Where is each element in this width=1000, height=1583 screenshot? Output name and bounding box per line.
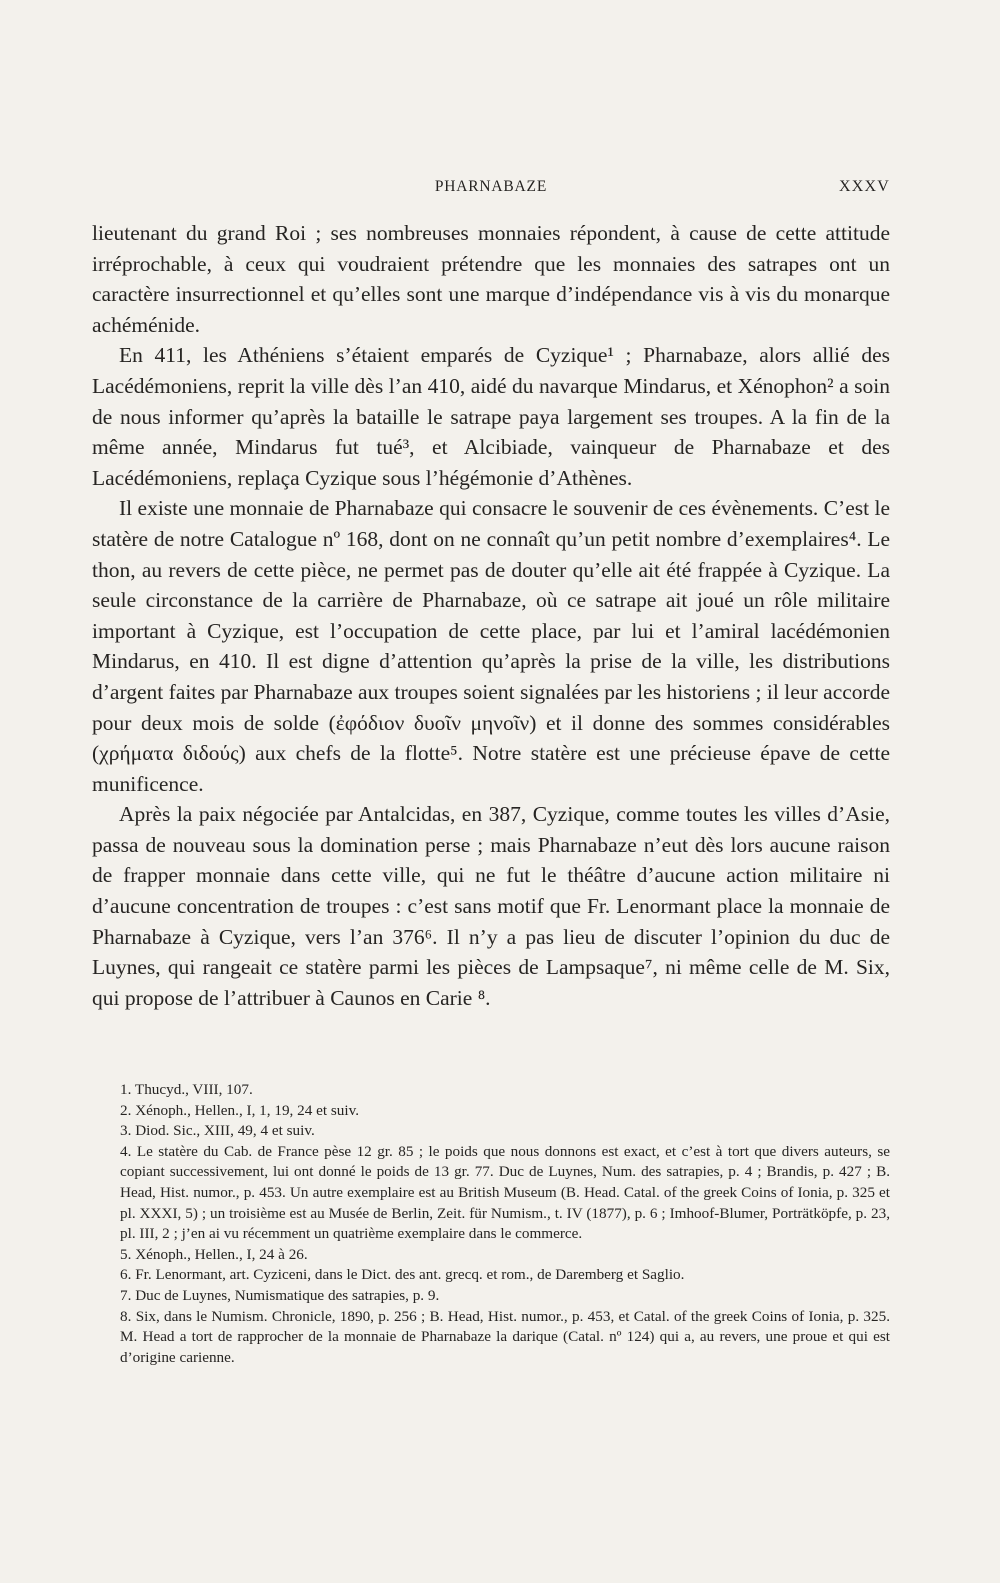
running-title: PHARNABAZE — [434, 178, 548, 195]
footnote-number: 7. — [120, 1286, 132, 1304]
footnote — [120, 1121, 890, 1142]
footnote-number: 4. — [120, 1142, 132, 1160]
paragraph: En 411, les Athéniens s’étaient emparés de Cyzique¹ ; Pharnabaze, alors allié des Lacédémoniens, reprit la ville dès l’an 410, aidé du navarque Mindarus, et Xénophon² a soin de nous informer qu’après la bataille le satrape paya largement ses troupes. A la fin de la même année, Mindarus fut tué³, et Alcibiade, vainqueur de Pharnabaze et des Lacédémoniens, replaça Cyzique sous l’hégémonie d’Athènes. — [92, 343, 890, 490]
footnote — [120, 1286, 890, 1307]
footnote-text: Diod. Sic., XIII, 49, 4 et suiv. — [135, 1122, 315, 1140]
footnote — [120, 1080, 890, 1101]
footnote-text: Xénoph., Hellen., I, 24 à 26. — [135, 1245, 308, 1263]
paragraph: Il existe une monnaie de Pharnabaze qui consacre le souvenir de ces évènements. C’est le statère de notre Catalogue nº 168, dont on ne connaît qu’un petit nombre d’exemplaires⁴. Le thon, au revers de cette pièce, ne permet pas de douter qu’elle ait été frappée à Cyzique. La seule circonstance de la carrière de Pharnabaze, où ce satrape ait joué un rôle militaire important à Cyzique, est l’occupation de cette place, par lui et l’amiral lacédémonien Mindarus, en 410. Il est digne d’attention qu’après la prise de la ville, les distributions d’argent faites par Pharnabaze aux troupes soient signalées par les historiens ; il leur accorde pour deux mois de solde (ἐφόδιον δυοῖν μηνοῖν) et il donne des sommes considérables (χρήματα διδούς) aux chefs de la flotte⁵. Notre statère est une précieuse épave de cette munificence. — [92, 496, 890, 796]
page-number: XXXV — [838, 178, 890, 195]
footnote-number: 3. — [120, 1122, 132, 1140]
footnote-text: Le statère du Cab. de France pèse 12 gr. 85 ; le poids que nous donnons est exact, et c’est à tort que divers auteurs, se copiant successivement, lui ont donné le poids de 13 gr. 77. Duc de Luynes, Num. des satrapies, p. 4 ; Brandis, p. 427 ; B. Head, Hist. numor., p. 453. Un autre exemplaire est au British Museum (B. Head. Catal. of the greek Coins of Ionia, p. 325 et pl. XXXI, 5) ; un troisième est au Musée de Berlin, Zeit. für Numism., t. IV (1877), p. 6 ; Imhoof-Blumer, Porträtköpfe, p. 23, pl. III, 2 ; j’en ai vu récemment un quatrième exemplaire dans le commerce. — [120, 1142, 891, 1243]
paragraph: Après la paix négociée par Antalcidas, en 387, Cyzique, comme toutes les villes d’Asie, passa de nouveau sous la domination perse ; mais Pharnabaze n’eut dès lors aucune raison de frapper monnaie dans cette ville, qui ne fut le théâtre d’aucune action militaire ni d’aucune concentration de troupes : c’est sans motif que Fr. Lenormant place la monnaie de Pharnabaze à Cyzique, vers l’an 376⁶. Il n’y a pas lieu de discuter l’opinion du duc de Luynes, qui rangeait ce statère parmi les pièces de Lampsaque⁷, ni même celle de M. Six, qui propose de l’attribuer à Caunos en Carie ⁸. — [92, 802, 890, 1010]
body-text — [92, 218, 890, 1013]
footnote — [120, 1101, 890, 1122]
footnote-number: 5. — [120, 1245, 132, 1263]
footnote — [120, 1265, 890, 1286]
footnote — [120, 1307, 890, 1369]
footnote-text: Duc de Luynes, Numismatique des satrapies, p. 9. — [135, 1286, 440, 1304]
footnotes — [120, 1080, 890, 1368]
running-head — [92, 178, 890, 202]
footnote-number: 1. — [120, 1081, 132, 1098]
footnote-text: Xénoph., Hellen., I, 1, 19, 24 et suiv. — [135, 1101, 360, 1119]
footnote-number: 8. — [120, 1307, 132, 1325]
paragraph: lieutenant du grand Roi ; ses nombreuses monnaies répondent, à cause de cette attitude irréprochable, à ceux qui voudraient prétendre que les monnaies des satrapes ont un caractère insurrectionnel et qu’elles sont une marque d’indépendance vis à vis du monarque achéménide. — [92, 221, 890, 337]
footnote-text: Thucyd., VIII, 107. — [134, 1081, 253, 1098]
footnote — [120, 1245, 890, 1266]
footnote-text: Fr. Lenormant, art. Cyziceni, dans le Dict. des ant. grecq. et rom., de Daremberg et Saglio. — [135, 1266, 685, 1284]
footnote — [120, 1142, 890, 1245]
footnote-text: Six, dans le Numism. Chronicle, 1890, p. 256 ; B. Head, Hist. numor., p. 453, et Catal. of the greek Coins of Ionia, p. 325. M. Head a tort de rapprocher de la monnaie de Pharnabaze la darique (Catal. nº 124) qui a, au revers, une proue et qui est d’origine carienne. — [120, 1307, 890, 1366]
footnote-number: 6. — [120, 1266, 132, 1284]
footnote-number: 2. — [120, 1101, 132, 1119]
